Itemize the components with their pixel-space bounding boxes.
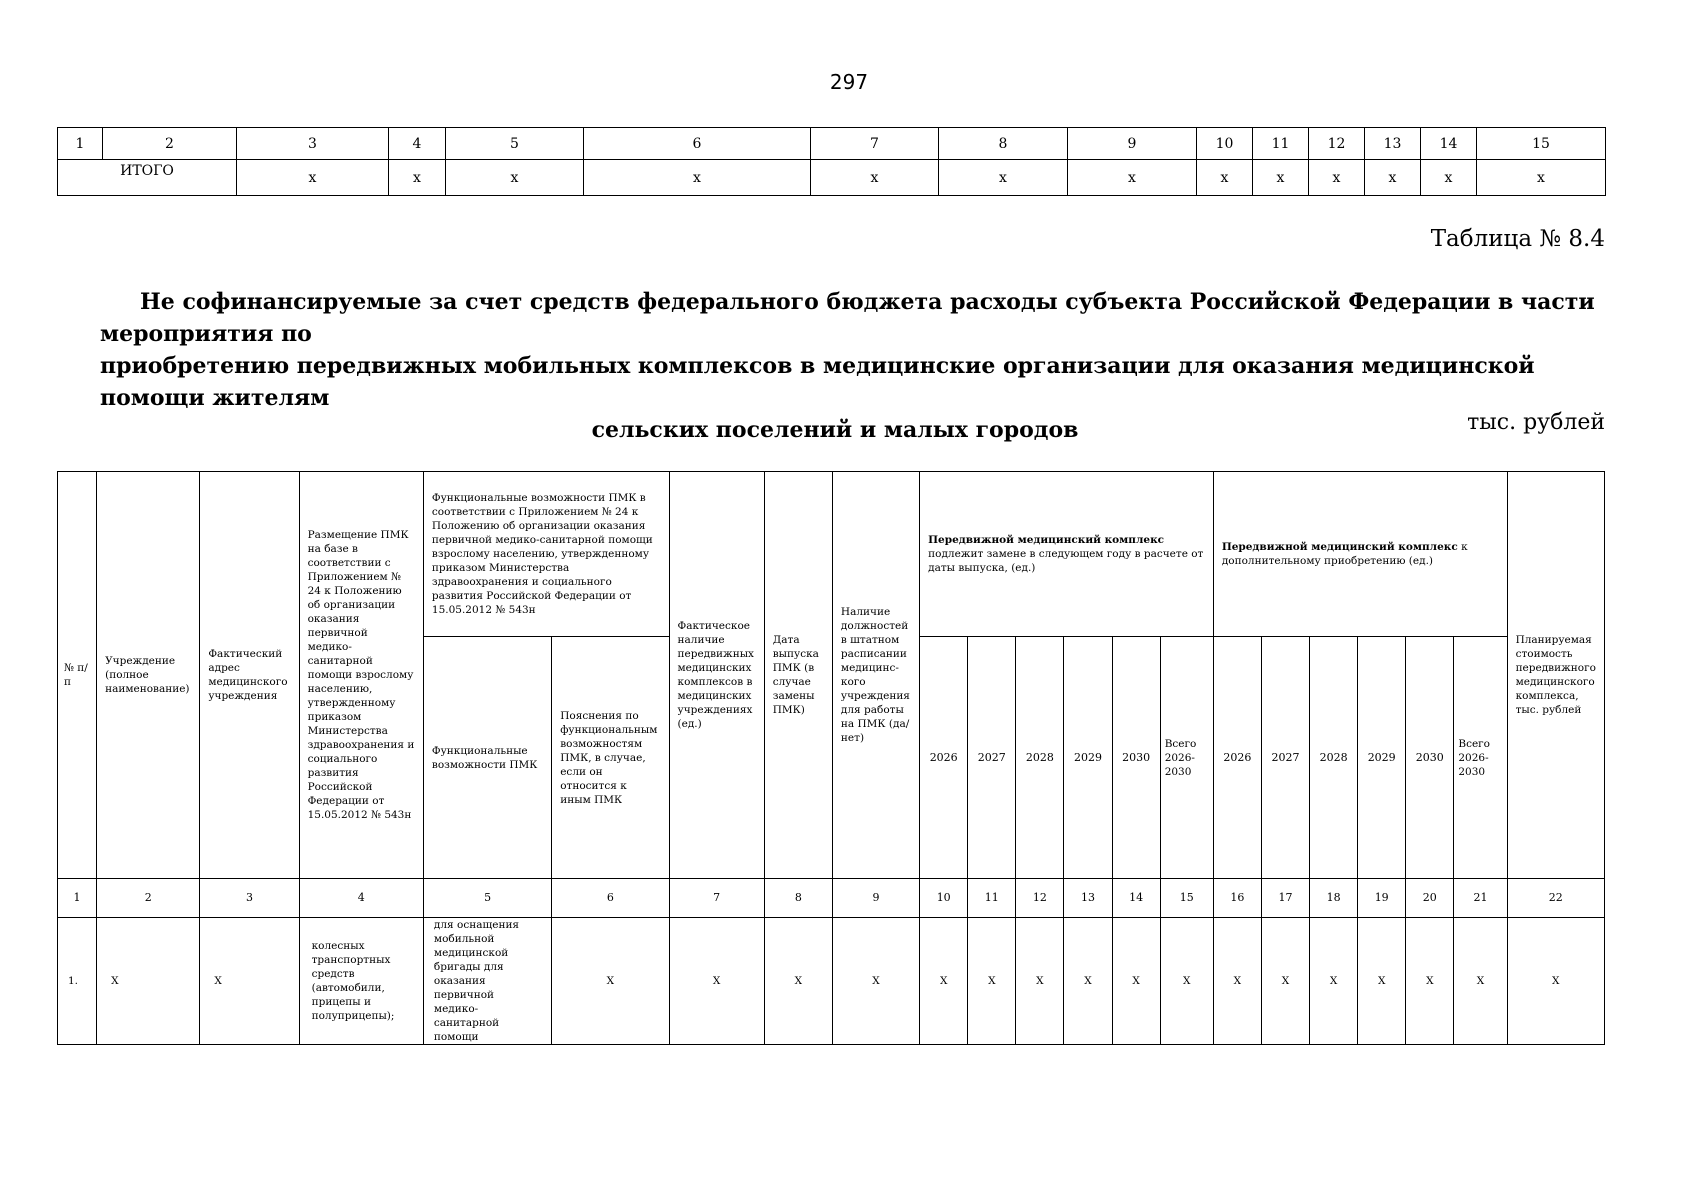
heading-line: сельских поселений и малых городов [591,417,1079,443]
header-staff: Наличие должностей в штатном расписании медицинс-кого учреждения для работы на ПМК (да/нет) [832,472,919,879]
column-number: 7 [811,128,939,160]
cell-value: Х [968,918,1016,1045]
cell-value: Х [1016,918,1064,1045]
total-cell: х [1197,160,1253,196]
header-replace-group-bold: Передвижной медицинский комплекс [928,534,1165,546]
cell-placement: колесных транспортных средств (автомобили, прицепы и полуприцепы); [299,918,423,1045]
column-number: 10 [920,879,968,918]
heading-line: приобретению передвижных мобильных комплексов в медицинские организации для оказания медицинской помощи жителям [100,353,1535,411]
cell-institution: Х [97,918,200,1045]
cell-value: Х [832,918,919,1045]
total-cell: х [811,160,939,196]
cell-value: Х [669,918,764,1045]
total-cell: х [237,160,389,196]
header-replace-group-rest: подлежит замене в следующем году в расчете от даты выпуска, (ед.) [928,548,1204,574]
column-number: 1 [58,128,103,160]
header-address: Фактический адрес медицинского учреждения [200,472,299,879]
header-additional-group [1213,472,1507,637]
column-number: 9 [1068,128,1197,160]
page-number: 297 [829,70,869,94]
column-number: 19 [1358,879,1406,918]
header-year: 2030 [1406,637,1454,879]
column-number: 15 [1477,128,1606,160]
total-cell: х [446,160,584,196]
column-number: 12 [1309,128,1365,160]
cell-value: Х [1310,918,1358,1045]
column-number: 13 [1365,128,1421,160]
column-number: 15 [1160,879,1213,918]
continuation-table [57,127,1606,196]
header-functional-group: Функциональные возможности ПМК в соответствии с Приложением № 24 к Положению об организации оказания первичной медико-санитарной помощи взрослому населению, утвержденному приказом Министерства здравоохранения и социального развития Российской Федерации от 15.05.2012 № 543н [423,472,669,637]
column-number: 8 [764,879,832,918]
column-number: 2 [103,128,237,160]
cell-value: Х [764,918,832,1045]
units-label: тыс. рублей [1467,410,1605,435]
cell-value: Х [1064,918,1112,1045]
header-year: 2026 [920,637,968,879]
total-row [58,160,1606,196]
header-year: 2029 [1358,637,1406,879]
header-year: 2027 [968,637,1016,879]
column-number: 5 [423,879,551,918]
total-cell: х [389,160,446,196]
column-number: 3 [237,128,389,160]
column-number: 18 [1310,879,1358,918]
header-year: 2028 [1016,637,1064,879]
column-number: 17 [1261,879,1309,918]
column-number: 2 [97,879,200,918]
total-cell: х [939,160,1068,196]
column-number-row [58,128,1606,160]
total-cell: х [1253,160,1309,196]
header-release-date: Дата выпуска ПМК (в случае замены ПМК) [764,472,832,879]
column-number: 10 [1197,128,1253,160]
total-cell: х [1309,160,1365,196]
column-number: 6 [584,128,811,160]
column-number: 22 [1507,879,1604,918]
column-number: 1 [58,879,97,918]
header-year: 2026 [1213,637,1261,879]
table-row [58,918,1605,1045]
total-cell: х [1068,160,1197,196]
column-number: 4 [389,128,446,160]
cell-value: Х [552,918,669,1045]
header-placement: Размещение ПМК на базе в соответствии с Приложением № 24 к Положению об организации оказания первичной медико-санитарной помощи взрослому населению, утвержденному приказом Министерства здравоохранения и социального развития Российской Федерации от 15.05.2012 № 543н [299,472,423,879]
cell-value: Х [1358,918,1406,1045]
header-institution: Учреждение (полное наименование) [97,472,200,879]
column-number: 7 [669,879,764,918]
cell-value: Х [1406,918,1454,1045]
row-number: 1. [58,918,97,1045]
table-heading [100,286,1600,446]
table-label: Таблица № 8.4 [1430,226,1605,252]
column-number-row [58,879,1605,918]
cell-value: Х [1213,918,1261,1045]
cell-functional: для оснащения мобильной медицинской бригады для оказания первичной медико-санитарной помощи [423,918,551,1045]
cell-value: Х [1261,918,1309,1045]
cell-value: Х [920,918,968,1045]
header-total-years: Всего 2026-2030 [1454,637,1507,879]
pmk-table [57,471,1605,1045]
column-number: 11 [1253,128,1309,160]
cell-value: Х [1112,918,1160,1045]
header-planned-cost: Планируемая стоимость передвижного медицинского комплекса, тыс. рублей [1507,472,1604,879]
cell-address: Х [200,918,299,1045]
column-number: 20 [1406,879,1454,918]
header-year: 2027 [1261,637,1309,879]
header-row-1 [58,472,1605,637]
total-cell: х [584,160,811,196]
header-year: 2028 [1310,637,1358,879]
column-number: 12 [1016,879,1064,918]
column-number: 14 [1112,879,1160,918]
header-year: 2030 [1112,637,1160,879]
column-number: 11 [968,879,1016,918]
column-number: 5 [446,128,584,160]
column-number: 16 [1213,879,1261,918]
header-year: 2029 [1064,637,1112,879]
header-additional-group-bold: Передвижной медицинский комплекс [1221,541,1458,553]
cell-value: Х [1507,918,1604,1045]
column-number: 14 [1421,128,1477,160]
column-number: 4 [299,879,423,918]
column-number: 6 [552,879,669,918]
column-number: 3 [200,879,299,918]
header-replace-group [920,472,1214,637]
header-additional-group-rest: к дополнительному приобретению (ед.) [1221,541,1468,567]
header-functional-notes: Пояснения по функциональным возможностям ПМК, в случае, если он относится к иным ПМК [552,637,669,879]
total-cell: х [1477,160,1606,196]
heading-line: Не софинансируемые за счет средств федерального бюджета расходы субъекта Российской Федерации в части мероприятия по [100,289,1595,347]
total-label: ИТОГО [58,160,237,196]
header-actual-count: Фактическое наличие передвижных медицинских комплексов в медицинских учреждениях (ед.) [669,472,764,879]
header-num: № п/п [58,472,97,879]
header-functional: Функциональные возможности ПМК [423,637,551,879]
cell-value: Х [1454,918,1507,1045]
cell-value: Х [1160,918,1213,1045]
column-number: 13 [1064,879,1112,918]
header-total-years: Всего 2026-2030 [1160,637,1213,879]
column-number: 21 [1454,879,1507,918]
total-cell: х [1365,160,1421,196]
total-cell: х [1421,160,1477,196]
column-number: 9 [832,879,919,918]
column-number: 8 [939,128,1068,160]
